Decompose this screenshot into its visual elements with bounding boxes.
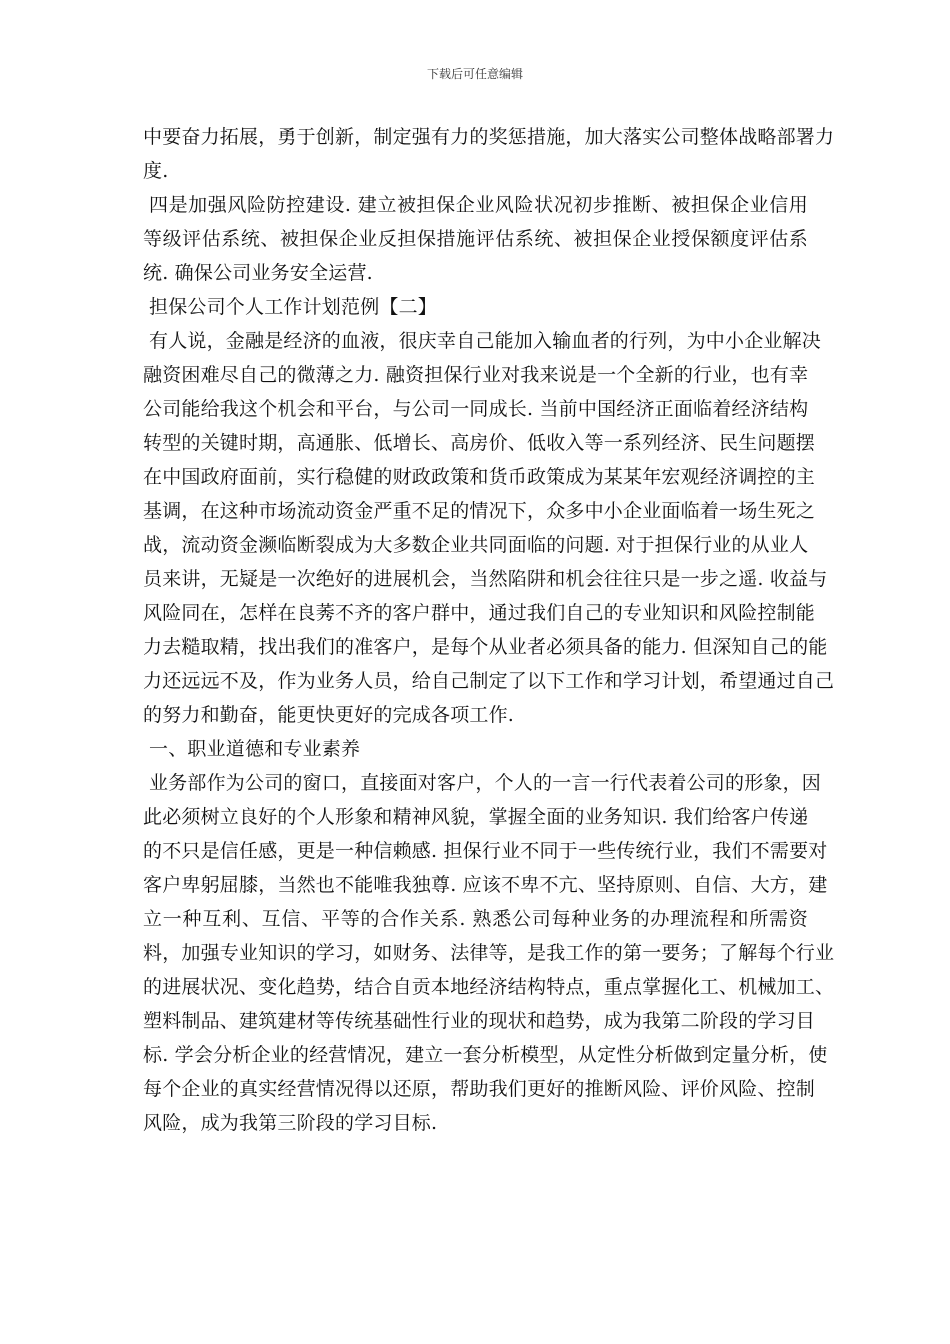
text-line: 公司能给我这个机会和平台，与公司一同成长. 当前中国经济正面临着经济结构 — [143, 398, 809, 420]
text-line: 等级评估系统、被担保企业反担保措施评估系统、被担保企业授保额度评估系 — [143, 228, 808, 250]
text-line: 力还远远不及，作为业务人员，给自己制定了以下工作和学习计划，希望通过自己 — [143, 670, 835, 692]
text-line: 中要奋力拓展，勇于创新，制定强有力的奖惩措施，加大落实公司整体战略部署力 — [143, 126, 835, 148]
text-line: 业务部作为公司的窗口，直接面对客户，个人的一言一行代表着公司的形象，因 — [149, 772, 822, 794]
text-line: 塑料制品、建筑建材等传统基础性行业的现状和趋势，成为我第二阶段的学习目 — [143, 1010, 816, 1032]
text-line: 的努力和勤奋，能更快更好的完成各项工作. — [143, 704, 515, 726]
text-line: 的进展状况、变化趋势，结合自贡本地经济结构特点，重点掌握化工、机械加工、 — [143, 976, 835, 998]
text-line: 度. — [143, 160, 169, 182]
text-line: 此必须树立良好的个人形象和精神风貌，掌握全面的业务知识. 我们给客户传递 — [143, 806, 809, 828]
text-line: 四是加强风险防控建设. 建立被担保企业风险状况初步推断、被担保企业信用 — [149, 194, 808, 216]
text-line: 基调，在这种市场流动资金严重不足的情况下，众多中小企业面临着一场生死之 — [143, 500, 816, 522]
text-line: 转型的关键时期，高通胀、低增长、高房价、低收入等一系列经济、民生问题摆 — [143, 432, 816, 454]
text-line: 料，加强专业知识的学习，如财务、法律等，是我工作的第一要务；了解每个行业 — [143, 942, 835, 964]
text-line: 融资困难尽自己的微薄之力. 融资担保行业对我来说是一个全新的行业，也有幸 — [143, 364, 809, 386]
page-header: 下载后可任意编辑 — [426, 67, 523, 81]
text-line: 风险同在，怎样在良莠不齐的客户群中，通过我们自己的专业知识和风险控制能 — [143, 602, 816, 624]
text-line: 风险，成为我第三阶段的学习目标. — [143, 1112, 438, 1134]
document-body — [143, 120, 835, 1140]
text-line: 有人说，金融是经济的血液，很庆幸自己能加入输血者的行列，为中小企业解决 — [149, 330, 822, 352]
text-line: 立一种互利、互信、平等的合作关系. 熟悉公司每种业务的办理流程和所需资 — [143, 908, 808, 930]
text-line: 统. 确保公司业务安全运营. — [143, 262, 373, 284]
text-line: 力去糙取精，找出我们的准客户，是每个从业者必须具备的能力. 但深知自己的能 — [143, 636, 828, 658]
text-line: 的不只是信任感，更是一种信赖感. 担保行业不同于一些传统行业，我们不需要对 — [143, 840, 828, 862]
text-line: 在中国政府面前，实行稳健的财政政策和货币政策成为某某年宏观经济调控的主 — [143, 466, 816, 488]
text-line: 客户卑躬屈膝，当然也不能唯我独尊. 应该不卑不亢、坚持原则、自信、大方，建 — [143, 874, 828, 896]
text-line: 一、职业道德和专业素养 — [149, 738, 361, 760]
text-line: 战，流动资金濒临断裂成为大多数企业共同面临的问题. 对于担保行业的从业人 — [143, 534, 809, 556]
text-line: 担保公司个人工作计划范例【二】 — [149, 296, 438, 318]
text-line: 每个企业的真实经营情况得以还原，帮助我们更好的推断风险、评价风险、控制 — [143, 1078, 816, 1100]
text-line: 标. 学会分析企业的经营情况，建立一套分析模型，从定性分析做到定量分析，使 — [143, 1044, 828, 1066]
text-line: 员来讲，无疑是一次绝好的进展机会，当然陷阱和机会往往只是一步之遥. 收益与 — [143, 568, 828, 590]
